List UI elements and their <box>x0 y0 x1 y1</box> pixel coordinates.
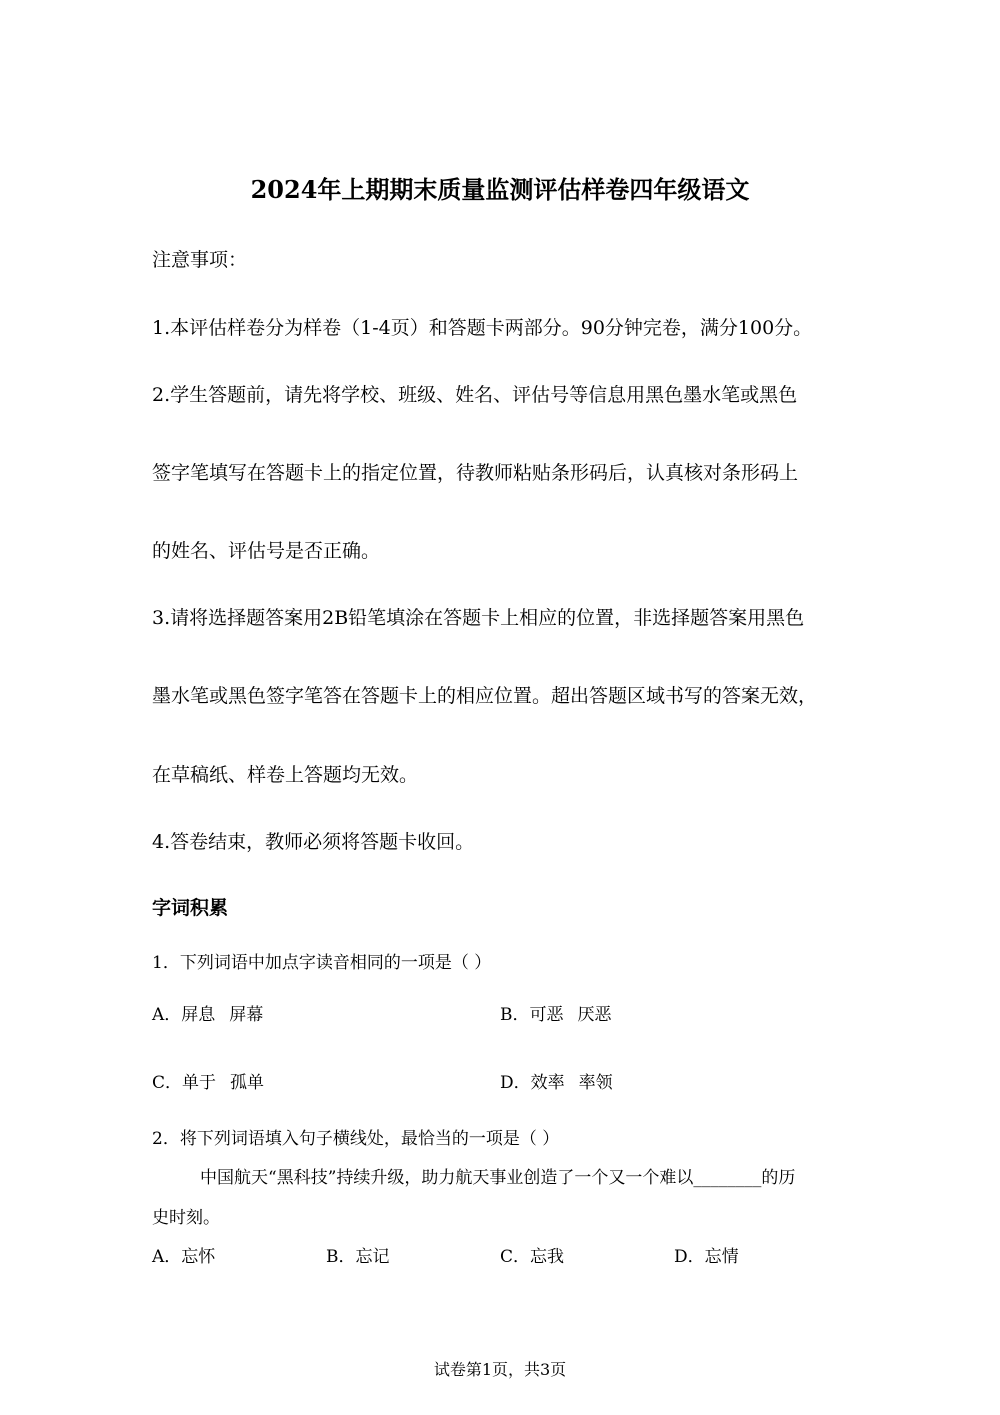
notice-line: 签字笔填写在答题卡上的指定位置，待教师粘贴条形码后，认真核对条形码上 <box>152 462 799 484</box>
question-2-passage: 史时刻。 <box>152 1208 220 1228</box>
notice-line: 墨水笔或黑色签字笔答在答题卡上的相应位置。超出答题区域书写的答案无效， <box>152 685 818 707</box>
notice-line: 的姓名、评估号是否正确。 <box>152 540 381 562</box>
question-2-passage: 中国航天“黑科技”持续升级，助力航天事业创造了一个又一个难以________的历 <box>200 1168 796 1188</box>
q1-option-c: C．单于 孤单 <box>152 1073 265 1093</box>
question-2-stem: 2．将下列词语填入句子横线处，最恰当的一项是（ ） <box>152 1129 560 1149</box>
notice-line: 在草稿纸、样卷上答题均无效。 <box>152 764 419 786</box>
q1-option-d: D．效率 率领 <box>500 1073 613 1093</box>
notice-heading: 注意事项： <box>152 249 248 271</box>
q2-option-a: A．忘怀 <box>152 1247 216 1267</box>
q1-option-b: B．可恶 厌恶 <box>500 1005 612 1025</box>
q2-option-d: D．忘情 <box>674 1247 739 1267</box>
q1-option-a: A．屏息 屏幕 <box>152 1005 264 1025</box>
page-title: 2024年上期期末质量监测评估样卷四年级语文 <box>250 175 750 204</box>
notice-line: 1.本评估样卷分为样卷（1-4页）和答题卡两部分。90分钟完卷，满分100分。 <box>152 317 813 339</box>
section-title: 字词积累 <box>152 897 229 919</box>
question-1-stem: 1．下列词语中加点字读音相同的一项是（ ） <box>152 953 492 973</box>
notice-line: 2.学生答题前，请先将学校、班级、姓名、评估号等信息用黑色墨水笔或黑色 <box>152 384 798 406</box>
q2-option-b: B．忘记 <box>326 1247 390 1267</box>
notice-line: 4.答卷结束，教师必须将答题卡收回。 <box>152 831 475 853</box>
q2-option-c: C．忘我 <box>500 1247 565 1267</box>
page-footer: 试卷第1页，共3页 <box>433 1360 567 1379</box>
notice-line: 3.请将选择题答案用2B铅笔填涂在答题卡上相应的位置，非选择题答案用黑色 <box>152 607 805 629</box>
